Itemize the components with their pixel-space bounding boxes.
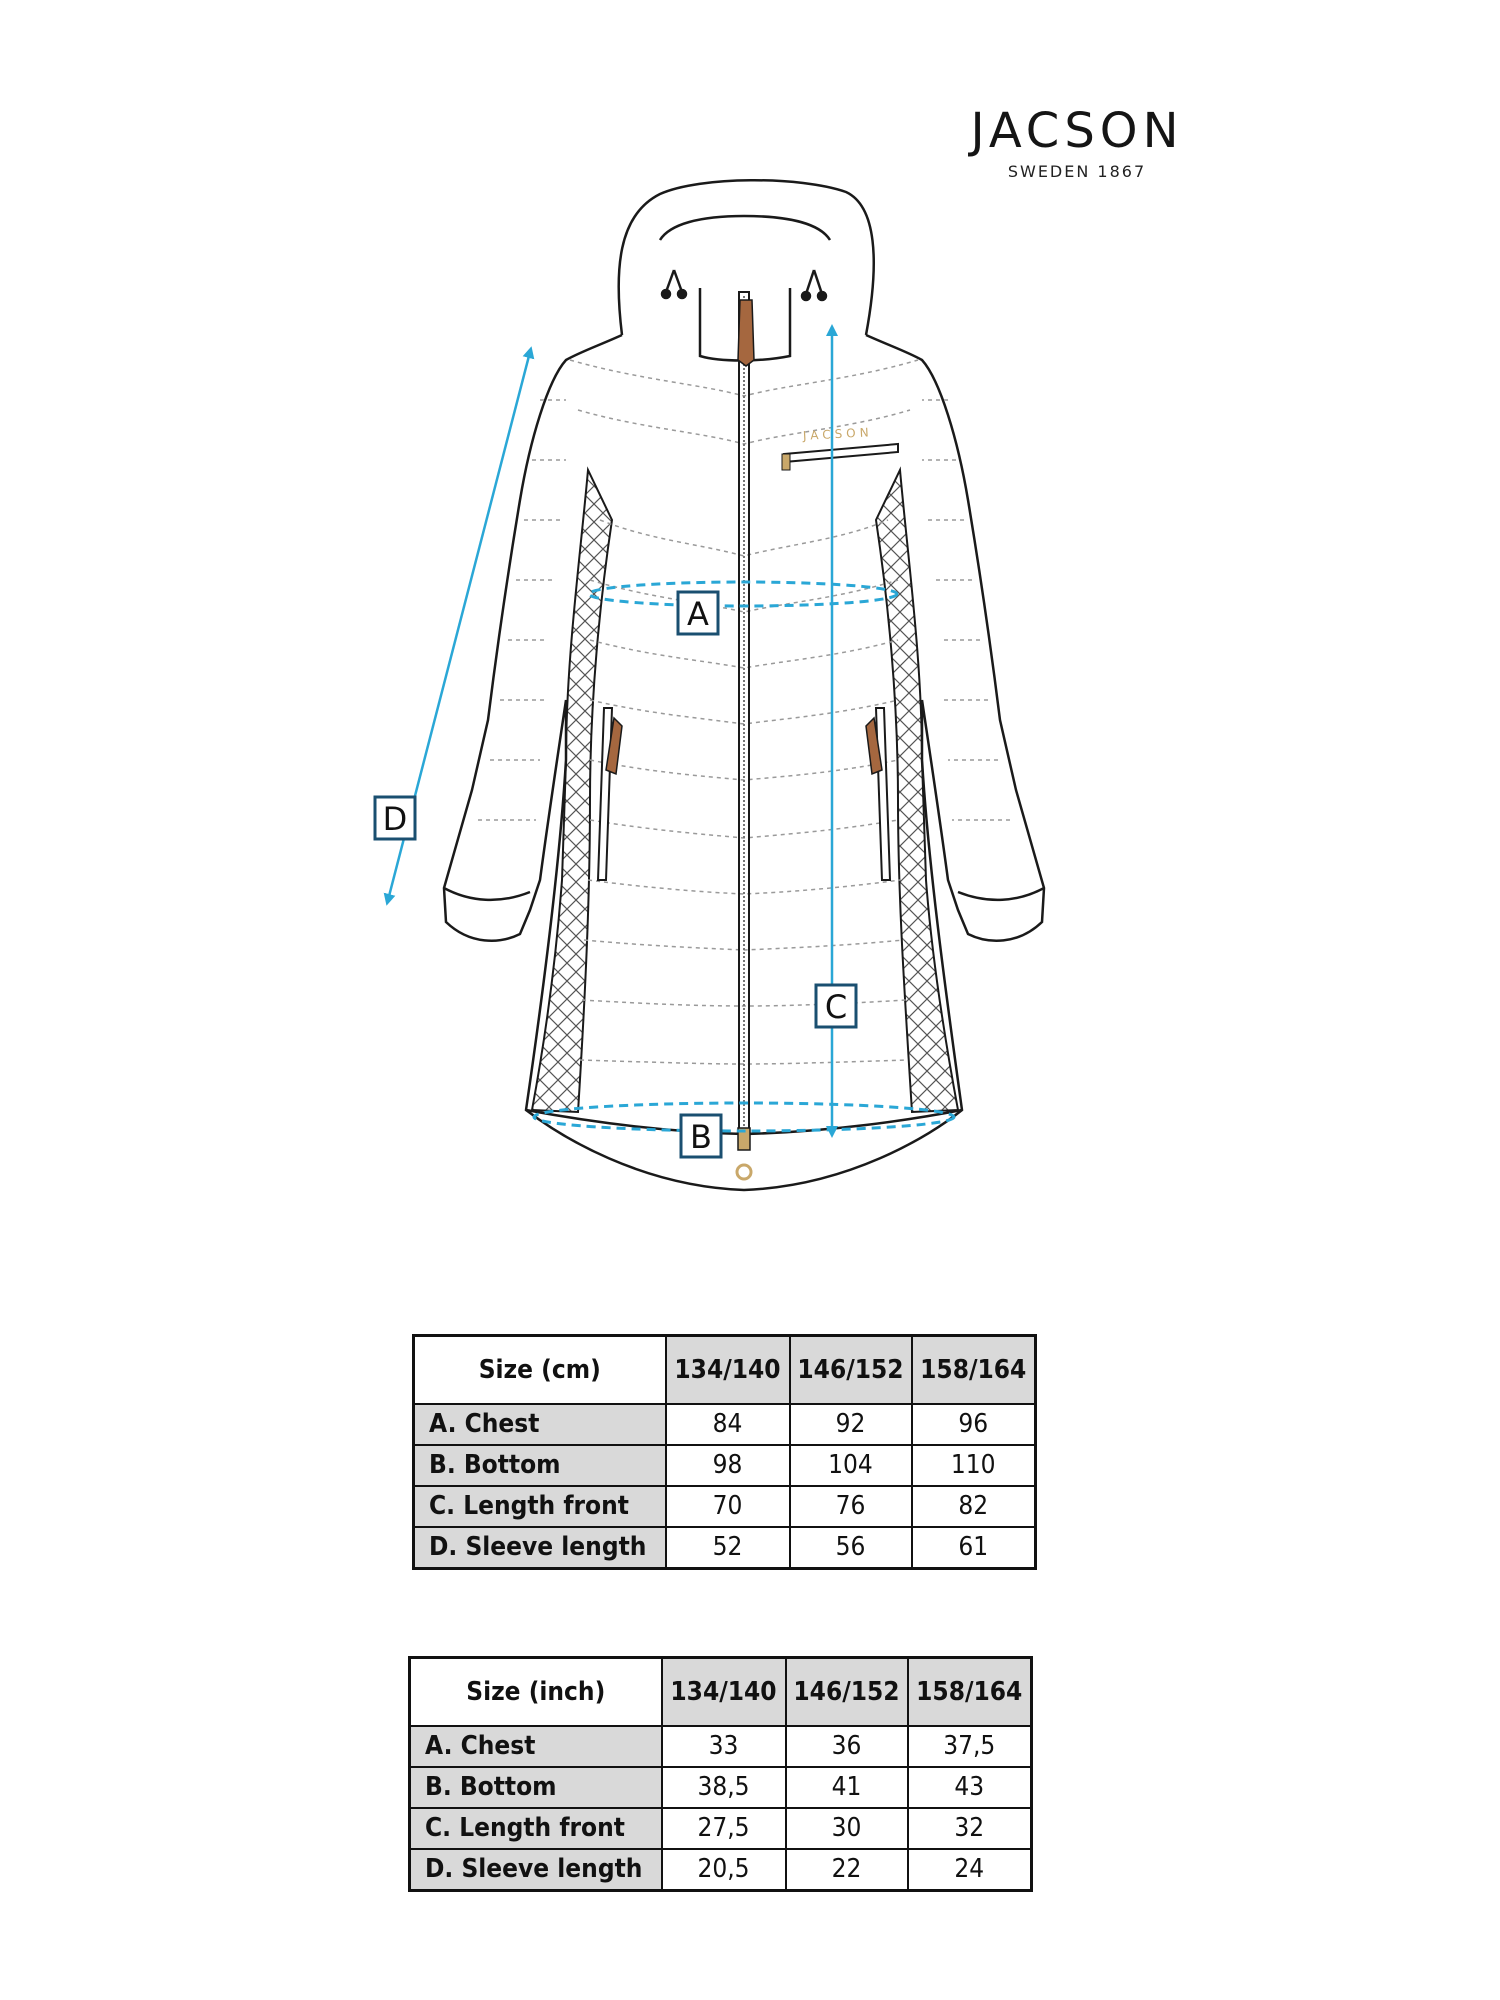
brand-tagline: SWEDEN 1867 (1007, 162, 1147, 181)
size-col-header: 158/164 (912, 1336, 1036, 1405)
table-row (414, 1486, 1036, 1527)
marker-c (816, 985, 856, 1027)
left-cuff (444, 888, 530, 900)
table-cell: 20,5 (662, 1849, 786, 1891)
size-col-header: 158/164 (908, 1658, 1032, 1727)
table-cell: 36 (786, 1726, 908, 1767)
row-label: B. Bottom (410, 1767, 662, 1808)
table-cell: 96 (912, 1404, 1036, 1445)
table-cell: 92 (790, 1404, 912, 1445)
table-cell: 37,5 (908, 1726, 1032, 1767)
table-cell: 76 (790, 1486, 912, 1527)
row-label: D. Sleeve length (410, 1849, 662, 1891)
table-cell: 110 (912, 1445, 1036, 1486)
size-table-inch (408, 1656, 1033, 1892)
row-label: A. Chest (414, 1404, 666, 1445)
hood-drawcords (662, 270, 826, 300)
zipper-pull-tab (738, 300, 754, 366)
marker-a (678, 592, 718, 634)
table-cell: 56 (790, 1527, 912, 1569)
right-quilt-panel (876, 470, 958, 1112)
table-row (414, 1404, 1036, 1445)
center-zipper (737, 292, 754, 1179)
chest-logo-text: JACSON (802, 425, 873, 443)
chest-pocket (782, 425, 898, 470)
marker-b-label: B (690, 1118, 712, 1156)
right-cuff (958, 888, 1044, 900)
side-panels (532, 470, 958, 1112)
table-row (414, 1527, 1036, 1569)
table-header-row (410, 1658, 1032, 1727)
size-unit-header: Size (cm) (414, 1336, 666, 1405)
hem-snap (737, 1165, 751, 1179)
size-unit-header: Size (inch) (410, 1658, 662, 1727)
size-table-cm (412, 1334, 1037, 1570)
marker-c-label: C (824, 988, 848, 1026)
hood-inner (660, 216, 830, 240)
table-row (414, 1445, 1036, 1486)
size-col-header: 134/140 (662, 1658, 786, 1727)
row-label: A. Chest (410, 1726, 662, 1767)
left-quilt-panel (532, 470, 612, 1112)
table-row (410, 1726, 1032, 1767)
table-header-row (414, 1336, 1036, 1405)
marker-b (681, 1115, 721, 1157)
table-cell: 70 (666, 1486, 790, 1527)
table-cell: 27,5 (662, 1808, 786, 1849)
table-cell: 61 (912, 1527, 1036, 1569)
table-cell: 38,5 (662, 1767, 786, 1808)
table-cell: 22 (786, 1849, 908, 1891)
row-label: C. Length front (410, 1808, 662, 1849)
size-col-header: 146/152 (786, 1658, 908, 1727)
table-cell: 24 (908, 1849, 1032, 1891)
table-cell: 43 (908, 1767, 1032, 1808)
left-pocket-zip (598, 708, 612, 880)
size-col-header: 146/152 (790, 1336, 912, 1405)
marker-d-label: D (382, 800, 408, 838)
brand-name: JACSON (970, 103, 1184, 159)
table-cell: 52 (666, 1527, 790, 1569)
marker-d (375, 797, 415, 839)
row-label: C. Length front (414, 1486, 666, 1527)
table-cell: 84 (666, 1404, 790, 1445)
table-row (410, 1849, 1032, 1891)
table-cell: 41 (786, 1767, 908, 1808)
size-col-header: 134/140 (666, 1336, 790, 1405)
table-cell: 82 (912, 1486, 1036, 1527)
row-label: B. Bottom (414, 1445, 666, 1486)
marker-a-label: A (687, 595, 709, 633)
table-row (410, 1767, 1032, 1808)
table-cell: 33 (662, 1726, 786, 1767)
right-pocket-zip (876, 708, 890, 880)
table-row (410, 1808, 1032, 1849)
table-cell: 30 (786, 1808, 908, 1849)
row-label: D. Sleeve length (414, 1527, 666, 1569)
table-cell: 32 (908, 1808, 1032, 1849)
table-cell: 98 (666, 1445, 790, 1486)
table-cell: 104 (790, 1445, 912, 1486)
